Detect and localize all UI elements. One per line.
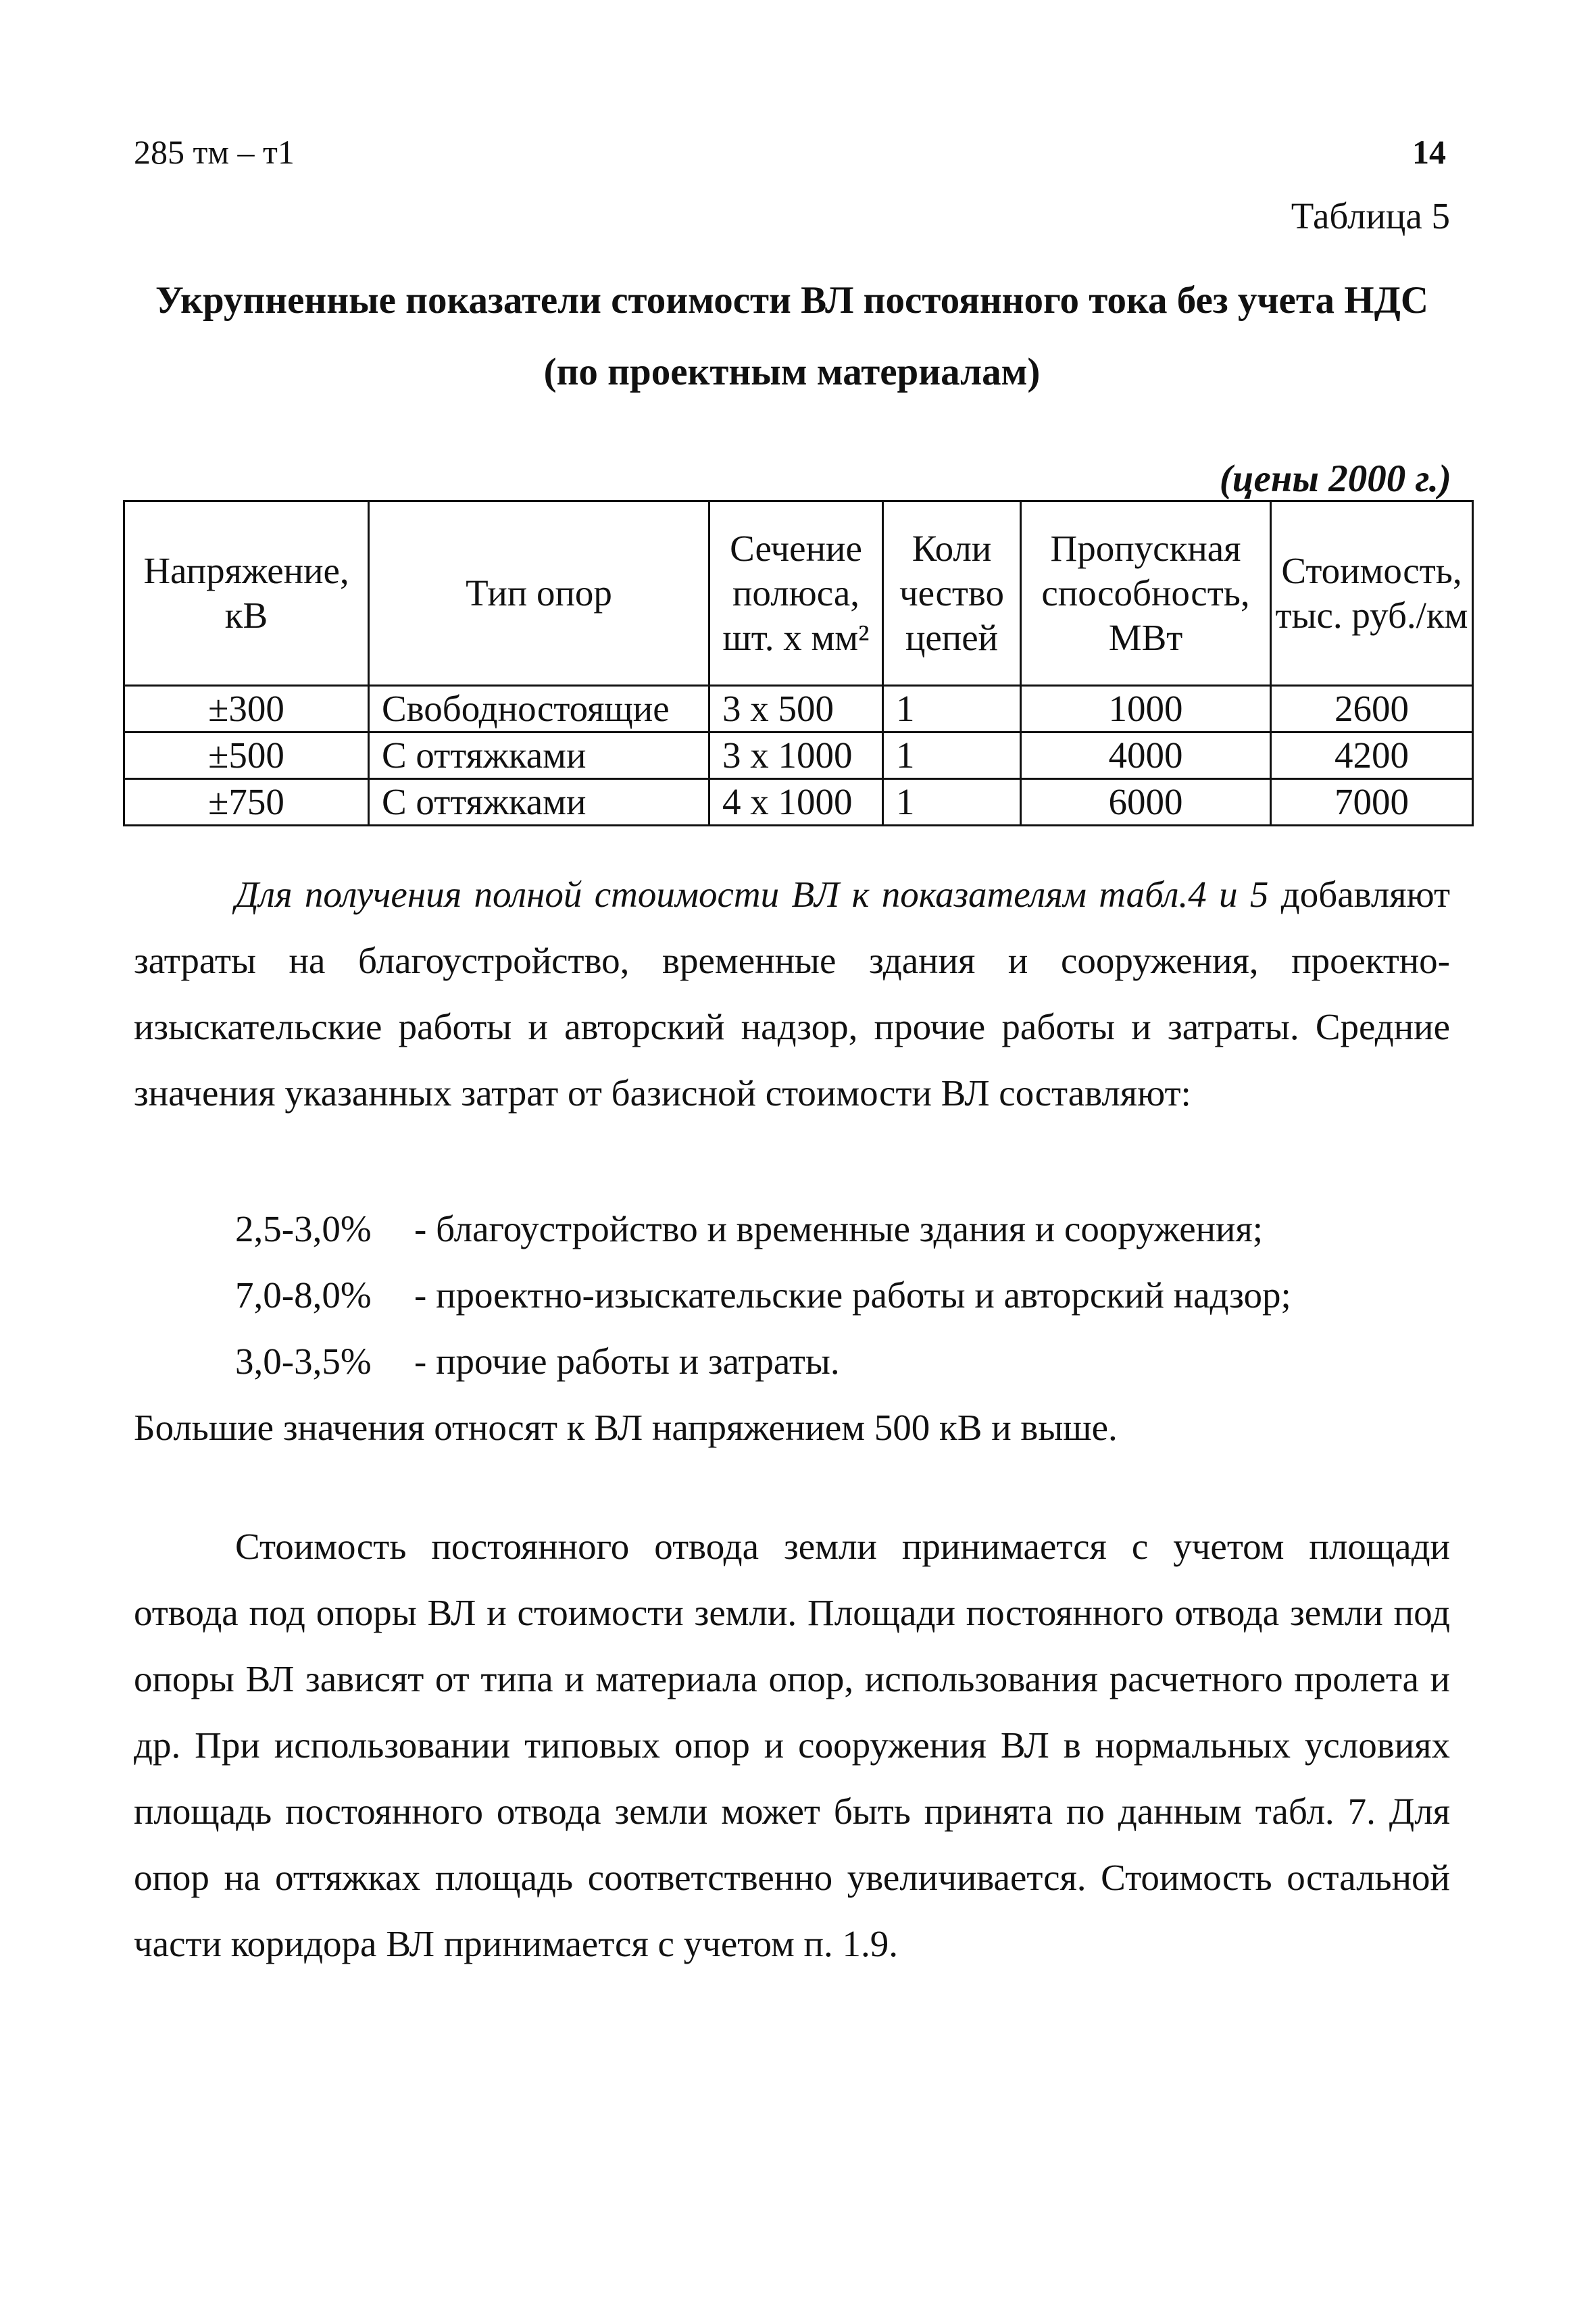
list-item (235, 1262, 1291, 1328)
table-cell: ±750 (124, 779, 369, 826)
table-cell: 3 х 500 (709, 686, 883, 732)
table-cell: ±300 (124, 686, 369, 732)
table-cell: 1000 (1021, 686, 1271, 732)
document-code: 285 тм – т1 (134, 133, 295, 171)
list-item-percent: 2,5-3,0% (235, 1208, 372, 1249)
table-cell: 2600 (1271, 686, 1473, 732)
paragraph-larger-values: Большие значения относят к ВЛ напряжением 500 кВ и выше. (134, 1407, 1118, 1448)
table-row (124, 732, 1473, 779)
page-number: 14 (1412, 133, 1446, 171)
paragraph-lead-italic: Для получения полной стоимости ВЛ к показателям табл.4 и 5 (235, 874, 1269, 915)
paragraph-additional-costs (134, 862, 1450, 1126)
prices-note: (цены 2000 г.) (1219, 457, 1451, 500)
table-cell: 6000 (1021, 779, 1271, 826)
table-row (124, 686, 1473, 732)
table-cell: С оттяжками (369, 779, 709, 826)
header-support-type: Тип опор (369, 501, 709, 686)
list-item-text: - прочие работы и затраты. (414, 1341, 840, 1382)
list-item (235, 1196, 1263, 1262)
cost-table (123, 500, 1474, 826)
list-item-percent: 3,0-3,5% (235, 1341, 372, 1382)
header-voltage: Напряжение, кВ (124, 501, 369, 686)
table-title: Укрупненные показатели стоимости ВЛ постоянного тока без учета НДС (155, 279, 1429, 322)
table-cell: С оттяжками (369, 732, 709, 779)
table-cell: ±500 (124, 732, 369, 779)
list-item (235, 1328, 840, 1395)
table-subtitle: (по проектным материалам) (543, 351, 1041, 393)
list-item-percent: 7,0-8,0% (235, 1274, 372, 1316)
header-cost: Стоимость, тыс. руб./км (1271, 501, 1473, 686)
header-pole-section: Сечение полюса, шт. х мм² (709, 501, 883, 686)
table-header-row (124, 501, 1473, 686)
header-circuit-count: Коли чество цепей (883, 501, 1021, 686)
table-row (124, 779, 1473, 826)
table-cell: 4000 (1021, 732, 1271, 779)
table-cell: 4 х 1000 (709, 779, 883, 826)
table-cell: 1 (883, 686, 1021, 732)
paragraph-body: добавляют затраты на благоустройство, временные здания и сооружения, проектно-изыскательские работы и авторский надзор, прочие работы и затраты. Средние значения указанных затрат от базисной стоимости ВЛ составляют: (134, 874, 1450, 1114)
paragraph-land-allocation: Стоимость постоянного отвода земли принимается с учетом площади отвода под опоры ВЛ и стоимости земли. Площади постоянного отвода земли под опоры ВЛ зависят от типа и материала опор, использования расчетного пролета и др. При использовании типовых опор и сооружения ВЛ в нормальных условиях площадь постоянного отвода земли может быть принята по данным табл. 7. Для опор на оттяжках площадь соответственно увеличивается. Стоимость остальной части коридора ВЛ принимается с учетом п. 1.9. (134, 1526, 1450, 1964)
header-capacity: Пропускная способность, МВт (1021, 501, 1271, 686)
list-item-text: - проектно-изыскательские работы и авторский надзор; (414, 1274, 1291, 1316)
table-cell: Свободностоящие (369, 686, 709, 732)
table-cell: 4200 (1271, 732, 1473, 779)
table-label: Таблица 5 (1291, 195, 1450, 237)
table-cell: 1 (883, 732, 1021, 779)
table-cell: 7000 (1271, 779, 1473, 826)
table-cell: 3 х 1000 (709, 732, 883, 779)
table-cell: 1 (883, 779, 1021, 826)
list-item-text: - благоустройство и временные здания и сооружения; (414, 1208, 1264, 1249)
